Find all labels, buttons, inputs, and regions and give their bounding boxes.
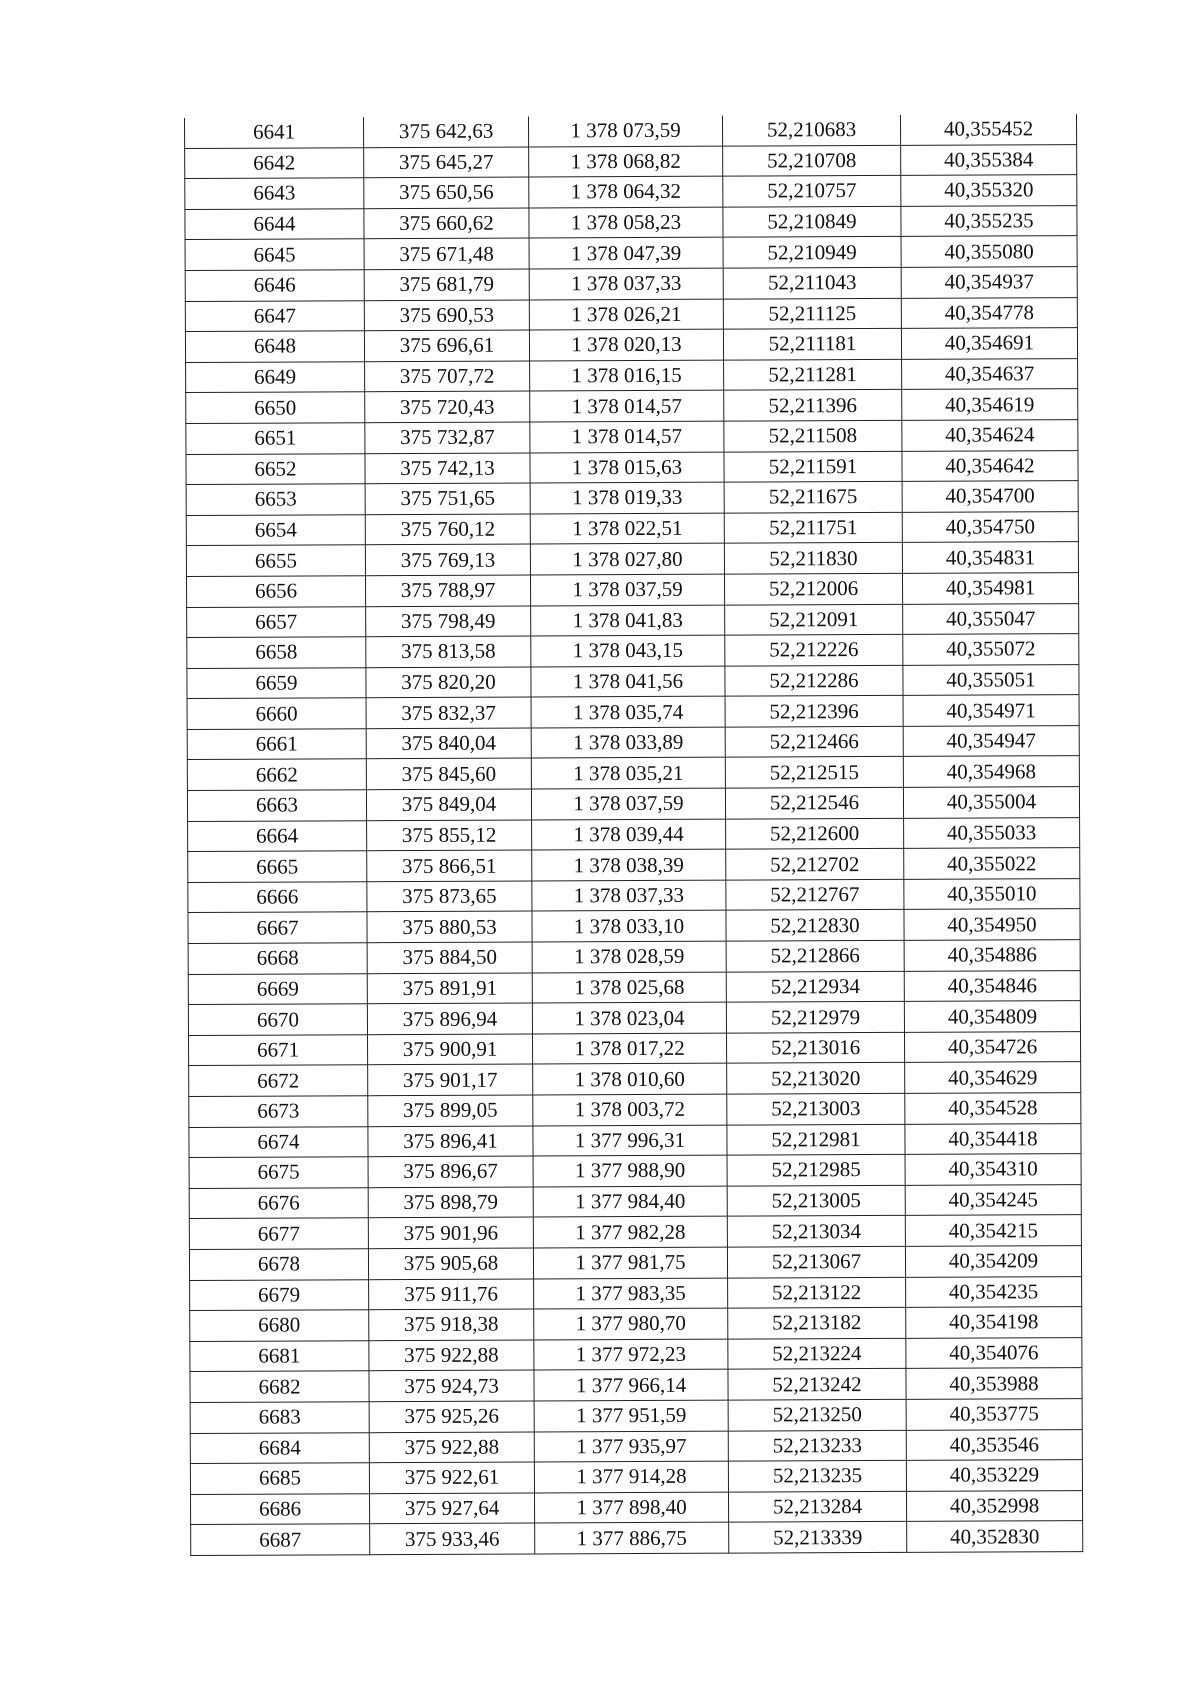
latitude-cell: 52,211508: [724, 420, 902, 451]
x-coordinate-cell: 375 922,88: [369, 1432, 534, 1463]
latitude-cell: 52,212226: [725, 634, 903, 665]
latitude-cell: 52,213250: [728, 1399, 906, 1430]
longitude-cell: 40,352830: [907, 1521, 1083, 1552]
y-coordinate-cell: 1 377 966,14: [534, 1369, 728, 1400]
table-row: [188, 878, 1080, 912]
longitude-cell: 40,355080: [901, 236, 1077, 267]
table-row: [187, 634, 1079, 668]
latitude-cell: 52,211591: [724, 451, 902, 482]
x-coordinate-cell: 375 901,96: [368, 1217, 533, 1248]
latitude-cell: 52,213020: [727, 1063, 905, 1094]
y-coordinate-cell: 1 377 935,97: [534, 1431, 728, 1462]
longitude-cell: 40,354198: [906, 1307, 1082, 1338]
latitude-cell: 52,213224: [728, 1338, 906, 1369]
point-number-cell: 6648: [185, 331, 364, 362]
table-row: [189, 1215, 1081, 1249]
y-coordinate-cell: 1 377 951,59: [534, 1400, 728, 1431]
latitude-cell: 52,211043: [723, 267, 901, 298]
point-number-cell: 6672: [189, 1065, 368, 1096]
longitude-cell: 40,352998: [906, 1490, 1082, 1521]
y-coordinate-cell: 1 377 984,40: [533, 1186, 727, 1217]
longitude-cell: 40,354418: [905, 1123, 1081, 1154]
point-number-cell: 6644: [185, 208, 364, 239]
table-row: [187, 695, 1079, 729]
latitude-cell: 52,212981: [727, 1124, 905, 1155]
point-number-cell: 6650: [186, 392, 365, 423]
longitude-cell: 40,354750: [902, 511, 1078, 542]
latitude-cell: 52,211125: [723, 298, 901, 329]
table-row: [187, 664, 1079, 698]
longitude-cell: 40,354619: [902, 389, 1078, 420]
point-number-cell: 6643: [185, 178, 364, 209]
longitude-cell: 40,354245: [905, 1184, 1081, 1215]
table-row: [187, 756, 1079, 790]
table-row: [188, 1001, 1080, 1035]
point-number-cell: 6660: [187, 698, 366, 729]
table-row: [186, 389, 1078, 423]
longitude-cell: 40,354528: [905, 1093, 1081, 1124]
table-row: [185, 328, 1077, 362]
point-number-cell: 6666: [188, 882, 367, 913]
point-number-cell: 6683: [190, 1402, 369, 1433]
longitude-cell: 40,355033: [904, 817, 1080, 848]
x-coordinate-cell: 375 896,94: [367, 1003, 532, 1034]
point-number-cell: 6656: [187, 576, 366, 607]
x-coordinate-cell: 375 849,04: [366, 789, 531, 820]
y-coordinate-cell: 1 377 981,75: [533, 1247, 727, 1278]
longitude-cell: 40,353988: [906, 1368, 1082, 1399]
x-coordinate-cell: 375 918,38: [369, 1309, 534, 1340]
latitude-cell: 52,212985: [727, 1155, 905, 1186]
longitude-cell: 40,354809: [904, 1001, 1080, 1032]
point-number-cell: 6659: [187, 667, 366, 698]
table-row: [187, 573, 1079, 607]
point-number-cell: 6670: [188, 1004, 367, 1035]
y-coordinate-cell: 1 378 037,59: [530, 574, 724, 605]
x-coordinate-cell: 375 742,13: [365, 453, 530, 484]
longitude-cell: 40,355235: [901, 205, 1077, 236]
x-coordinate-cell: 375 896,41: [368, 1126, 533, 1157]
latitude-cell: 52,212979: [726, 1002, 904, 1033]
x-coordinate-cell: 375 732,87: [365, 422, 530, 453]
point-number-cell: 6671: [189, 1035, 368, 1066]
table-row: [191, 1521, 1083, 1555]
point-number-cell: 6684: [190, 1432, 369, 1463]
x-coordinate-cell: 375 901,17: [368, 1064, 533, 1095]
x-coordinate-cell: 375 671,48: [364, 238, 529, 269]
latitude-cell: 52,212515: [725, 757, 903, 788]
longitude-cell: 40,354778: [901, 297, 1077, 328]
table-row: [188, 970, 1080, 1004]
y-coordinate-cell: 1 378 043,15: [531, 635, 725, 666]
point-number-cell: 6651: [186, 423, 365, 454]
longitude-cell: 40,354700: [902, 481, 1078, 512]
latitude-cell: 52,211181: [723, 329, 901, 360]
x-coordinate-cell: 375 650,56: [364, 177, 529, 208]
longitude-cell: 40,354076: [906, 1337, 1082, 1368]
latitude-cell: 52,212600: [726, 818, 904, 849]
table-row: [186, 450, 1078, 484]
latitude-cell: 52,212830: [726, 910, 904, 941]
point-number-cell: 6641: [185, 117, 364, 148]
table-row: [190, 1460, 1082, 1494]
longitude-cell: 40,355320: [901, 175, 1077, 206]
point-number-cell: 6664: [188, 820, 367, 851]
y-coordinate-cell: 1 378 035,21: [531, 758, 725, 789]
latitude-cell: 52,213034: [727, 1216, 905, 1247]
latitude-cell: 52,212466: [725, 726, 903, 757]
point-number-cell: 6653: [186, 484, 365, 515]
point-number-cell: 6658: [187, 637, 366, 668]
table-row: [188, 940, 1080, 974]
table-row: [186, 420, 1078, 454]
latitude-cell: 52,213005: [727, 1185, 905, 1216]
longitude-cell: 40,354624: [902, 420, 1078, 451]
y-coordinate-cell: 1 377 996,31: [533, 1125, 727, 1156]
x-coordinate-cell: 375 898,79: [368, 1187, 533, 1218]
latitude-cell: 52,212286: [725, 665, 903, 696]
document-page: [184, 114, 1082, 1556]
table-row: [185, 297, 1077, 331]
point-number-cell: 6642: [185, 147, 364, 178]
longitude-cell: 40,355047: [903, 603, 1079, 634]
point-number-cell: 6681: [190, 1340, 369, 1371]
longitude-cell: 40,354310: [905, 1154, 1081, 1185]
longitude-cell: 40,355010: [904, 878, 1080, 909]
latitude-cell: 52,210708: [723, 145, 901, 176]
point-number-cell: 6687: [191, 1524, 370, 1555]
point-number-cell: 6657: [187, 606, 366, 637]
longitude-cell: 40,355452: [900, 114, 1076, 145]
table-row: [190, 1276, 1082, 1310]
longitude-cell: 40,353546: [906, 1429, 1082, 1460]
x-coordinate-cell: 375 884,50: [367, 942, 532, 973]
table-row: [189, 1184, 1081, 1218]
coordinates-table: [184, 114, 1083, 1556]
longitude-cell: 40,353229: [906, 1460, 1082, 1491]
x-coordinate-cell: 375 933,46: [370, 1523, 535, 1554]
y-coordinate-cell: 1 378 025,68: [532, 972, 726, 1003]
y-coordinate-cell: 1 378 064,32: [529, 176, 723, 207]
longitude-cell: 40,354968: [903, 756, 1079, 787]
point-number-cell: 6678: [189, 1249, 368, 1280]
point-number-cell: 6676: [189, 1187, 368, 1218]
table-row: [190, 1429, 1082, 1463]
x-coordinate-cell: 375 855,12: [367, 820, 532, 851]
y-coordinate-cell: 1 377 898,40: [535, 1492, 729, 1523]
table-row: [189, 1031, 1081, 1065]
y-coordinate-cell: 1 378 033,10: [532, 911, 726, 942]
x-coordinate-cell: 375 769,13: [365, 544, 530, 575]
table-row: [186, 511, 1078, 545]
x-coordinate-cell: 375 925,26: [369, 1401, 534, 1432]
y-coordinate-cell: 1 378 058,23: [529, 207, 723, 238]
longitude-cell: 40,354691: [901, 328, 1077, 359]
x-coordinate-cell: 375 660,62: [364, 208, 529, 239]
latitude-cell: 52,210757: [723, 176, 901, 207]
longitude-cell: 40,353775: [906, 1399, 1082, 1430]
y-coordinate-cell: 1 377 983,35: [534, 1278, 728, 1309]
y-coordinate-cell: 1 378 037,33: [532, 880, 726, 911]
latitude-cell: 52,211751: [724, 512, 902, 543]
point-number-cell: 6649: [186, 361, 365, 392]
point-number-cell: 6647: [185, 300, 364, 331]
coordinates-table-body: [185, 114, 1083, 1555]
x-coordinate-cell: 375 845,60: [366, 758, 531, 789]
point-number-cell: 6669: [188, 973, 367, 1004]
latitude-cell: 52,212866: [726, 940, 904, 971]
y-coordinate-cell: 1 378 010,60: [533, 1064, 727, 1095]
latitude-cell: 52,213242: [728, 1369, 906, 1400]
y-coordinate-cell: 1 378 017,22: [532, 1033, 726, 1064]
point-number-cell: 6652: [186, 453, 365, 484]
latitude-cell: 52,210849: [723, 206, 901, 237]
y-coordinate-cell: 1 378 039,44: [532, 819, 726, 850]
latitude-cell: 52,212767: [726, 879, 904, 910]
table-row: [190, 1337, 1082, 1371]
x-coordinate-cell: 375 891,91: [367, 973, 532, 1004]
table-row: [185, 114, 1077, 148]
x-coordinate-cell: 375 820,20: [366, 667, 531, 698]
longitude-cell: 40,354831: [902, 542, 1078, 573]
y-coordinate-cell: 1 378 023,04: [532, 1002, 726, 1033]
x-coordinate-cell: 375 642,63: [363, 116, 528, 147]
x-coordinate-cell: 375 760,12: [365, 514, 530, 545]
y-coordinate-cell: 1 377 972,23: [534, 1339, 728, 1370]
y-coordinate-cell: 1 377 886,75: [535, 1522, 729, 1553]
longitude-cell: 40,355004: [903, 787, 1079, 818]
point-number-cell: 6685: [190, 1463, 369, 1494]
latitude-cell: 52,212702: [726, 849, 904, 880]
longitude-cell: 40,354726: [904, 1031, 1080, 1062]
x-coordinate-cell: 375 707,72: [365, 361, 530, 392]
longitude-cell: 40,354981: [902, 573, 1078, 604]
latitude-cell: 52,212091: [725, 604, 903, 635]
y-coordinate-cell: 1 378 037,59: [531, 788, 725, 819]
longitude-cell: 40,354937: [901, 267, 1077, 298]
y-coordinate-cell: 1 378 014,57: [530, 390, 724, 421]
table-row: [189, 1093, 1081, 1127]
point-number-cell: 6667: [188, 912, 367, 943]
y-coordinate-cell: 1 378 033,89: [531, 727, 725, 758]
point-number-cell: 6655: [186, 545, 365, 576]
point-number-cell: 6677: [189, 1218, 368, 1249]
point-number-cell: 6679: [190, 1279, 369, 1310]
x-coordinate-cell: 375 840,04: [366, 728, 531, 759]
table-row: [191, 1490, 1083, 1524]
y-coordinate-cell: 1 378 047,39: [529, 238, 723, 269]
y-coordinate-cell: 1 378 035,74: [531, 696, 725, 727]
latitude-cell: 52,211830: [724, 543, 902, 574]
table-row: [187, 725, 1079, 759]
x-coordinate-cell: 375 905,68: [368, 1248, 533, 1279]
longitude-cell: 40,354947: [903, 725, 1079, 756]
longitude-cell: 40,354642: [902, 450, 1078, 481]
point-number-cell: 6675: [189, 1157, 368, 1188]
y-coordinate-cell: 1 378 073,59: [528, 116, 722, 147]
y-coordinate-cell: 1 378 015,63: [530, 452, 724, 483]
table-row: [189, 1154, 1081, 1188]
y-coordinate-cell: 1 378 027,80: [530, 543, 724, 574]
table-row: [189, 1246, 1081, 1280]
latitude-cell: 52,213284: [728, 1491, 906, 1522]
table-row: [186, 358, 1078, 392]
y-coordinate-cell: 1 378 028,59: [532, 941, 726, 972]
latitude-cell: 52,212396: [725, 696, 903, 727]
latitude-cell: 52,212006: [724, 573, 902, 604]
y-coordinate-cell: 1 378 019,33: [530, 482, 724, 513]
x-coordinate-cell: 375 681,79: [364, 269, 529, 300]
y-coordinate-cell: 1 378 026,21: [529, 299, 723, 330]
x-coordinate-cell: 375 900,91: [368, 1034, 533, 1065]
point-number-cell: 6662: [187, 759, 366, 790]
longitude-cell: 40,354629: [905, 1062, 1081, 1093]
longitude-cell: 40,354846: [904, 970, 1080, 1001]
table-row: [185, 267, 1077, 301]
point-number-cell: 6668: [188, 943, 367, 974]
table-row: [186, 542, 1078, 576]
point-number-cell: 6682: [190, 1371, 369, 1402]
latitude-cell: 52,211396: [724, 390, 902, 421]
table-row: [188, 817, 1080, 851]
point-number-cell: 6665: [188, 851, 367, 882]
point-number-cell: 6686: [191, 1493, 370, 1524]
y-coordinate-cell: 1 378 014,57: [530, 421, 724, 452]
point-number-cell: 6654: [186, 514, 365, 545]
x-coordinate-cell: 375 911,76: [369, 1279, 534, 1310]
y-coordinate-cell: 1 378 022,51: [530, 513, 724, 544]
latitude-cell: 52,213122: [728, 1277, 906, 1308]
longitude-cell: 40,355051: [903, 664, 1079, 695]
y-coordinate-cell: 1 378 041,83: [531, 605, 725, 636]
x-coordinate-cell: 375 880,53: [367, 911, 532, 942]
table-row: [186, 481, 1078, 515]
point-number-cell: 6645: [185, 239, 364, 270]
latitude-cell: 52,212546: [725, 787, 903, 818]
x-coordinate-cell: 375 751,65: [365, 483, 530, 514]
table-row: [185, 236, 1077, 270]
longitude-cell: 40,355072: [903, 634, 1079, 665]
y-coordinate-cell: 1 377 980,70: [534, 1308, 728, 1339]
table-row: [188, 848, 1080, 882]
longitude-cell: 40,355384: [901, 144, 1077, 175]
latitude-cell: 52,210683: [722, 115, 900, 146]
y-coordinate-cell: 1 378 041,56: [531, 666, 725, 697]
longitude-cell: 40,354971: [903, 695, 1079, 726]
point-number-cell: 6663: [187, 790, 366, 821]
latitude-cell: 52,213235: [728, 1460, 906, 1491]
latitude-cell: 52,211281: [724, 359, 902, 390]
table-row: [190, 1368, 1082, 1402]
latitude-cell: 52,211675: [724, 481, 902, 512]
x-coordinate-cell: 375 873,65: [367, 881, 532, 912]
longitude-cell: 40,354886: [904, 940, 1080, 971]
point-number-cell: 6646: [185, 270, 364, 301]
longitude-cell: 40,355022: [904, 848, 1080, 879]
table-row: [185, 144, 1077, 178]
x-coordinate-cell: 375 798,49: [366, 605, 531, 636]
latitude-cell: 52,213339: [729, 1522, 907, 1553]
x-coordinate-cell: 375 896,67: [368, 1156, 533, 1187]
point-number-cell: 6680: [190, 1310, 369, 1341]
x-coordinate-cell: 375 720,43: [365, 391, 530, 422]
table-row: [185, 175, 1077, 209]
x-coordinate-cell: 375 922,61: [369, 1462, 534, 1493]
x-coordinate-cell: 375 696,61: [364, 330, 529, 361]
table-row: [185, 205, 1077, 239]
latitude-cell: 52,213182: [728, 1308, 906, 1339]
latitude-cell: 52,213003: [727, 1093, 905, 1124]
point-number-cell: 6661: [187, 729, 366, 760]
y-coordinate-cell: 1 377 988,90: [533, 1155, 727, 1186]
table-row: [187, 603, 1079, 637]
y-coordinate-cell: 1 378 003,72: [533, 1094, 727, 1125]
table-row: [190, 1399, 1082, 1433]
x-coordinate-cell: 375 832,37: [366, 697, 531, 728]
x-coordinate-cell: 375 813,58: [366, 636, 531, 667]
x-coordinate-cell: 375 645,27: [364, 147, 529, 178]
longitude-cell: 40,354215: [905, 1215, 1081, 1246]
longitude-cell: 40,354235: [906, 1276, 1082, 1307]
table-row: [188, 909, 1080, 943]
longitude-cell: 40,354950: [904, 909, 1080, 940]
latitude-cell: 52,212934: [726, 971, 904, 1002]
x-coordinate-cell: 375 788,97: [365, 575, 530, 606]
latitude-cell: 52,213016: [726, 1032, 904, 1063]
point-number-cell: 6673: [189, 1096, 368, 1127]
x-coordinate-cell: 375 927,64: [370, 1493, 535, 1524]
y-coordinate-cell: 1 377 982,28: [533, 1217, 727, 1248]
x-coordinate-cell: 375 922,88: [369, 1340, 534, 1371]
x-coordinate-cell: 375 866,51: [367, 850, 532, 881]
table-row: [187, 787, 1079, 821]
y-coordinate-cell: 1 378 038,39: [532, 849, 726, 880]
longitude-cell: 40,354209: [905, 1246, 1081, 1277]
table-row: [190, 1307, 1082, 1341]
x-coordinate-cell: 375 924,73: [369, 1370, 534, 1401]
x-coordinate-cell: 375 690,53: [364, 300, 529, 331]
latitude-cell: 52,213067: [727, 1246, 905, 1277]
y-coordinate-cell: 1 377 914,28: [534, 1461, 728, 1492]
table-row: [189, 1062, 1081, 1096]
y-coordinate-cell: 1 378 068,82: [529, 146, 723, 177]
latitude-cell: 52,210949: [723, 237, 901, 268]
x-coordinate-cell: 375 899,05: [368, 1095, 533, 1126]
point-number-cell: 6674: [189, 1126, 368, 1157]
latitude-cell: 52,213233: [728, 1430, 906, 1461]
y-coordinate-cell: 1 378 037,33: [529, 268, 723, 299]
y-coordinate-cell: 1 378 020,13: [529, 329, 723, 360]
table-row: [189, 1123, 1081, 1157]
y-coordinate-cell: 1 378 016,15: [530, 360, 724, 391]
longitude-cell: 40,354637: [902, 358, 1078, 389]
